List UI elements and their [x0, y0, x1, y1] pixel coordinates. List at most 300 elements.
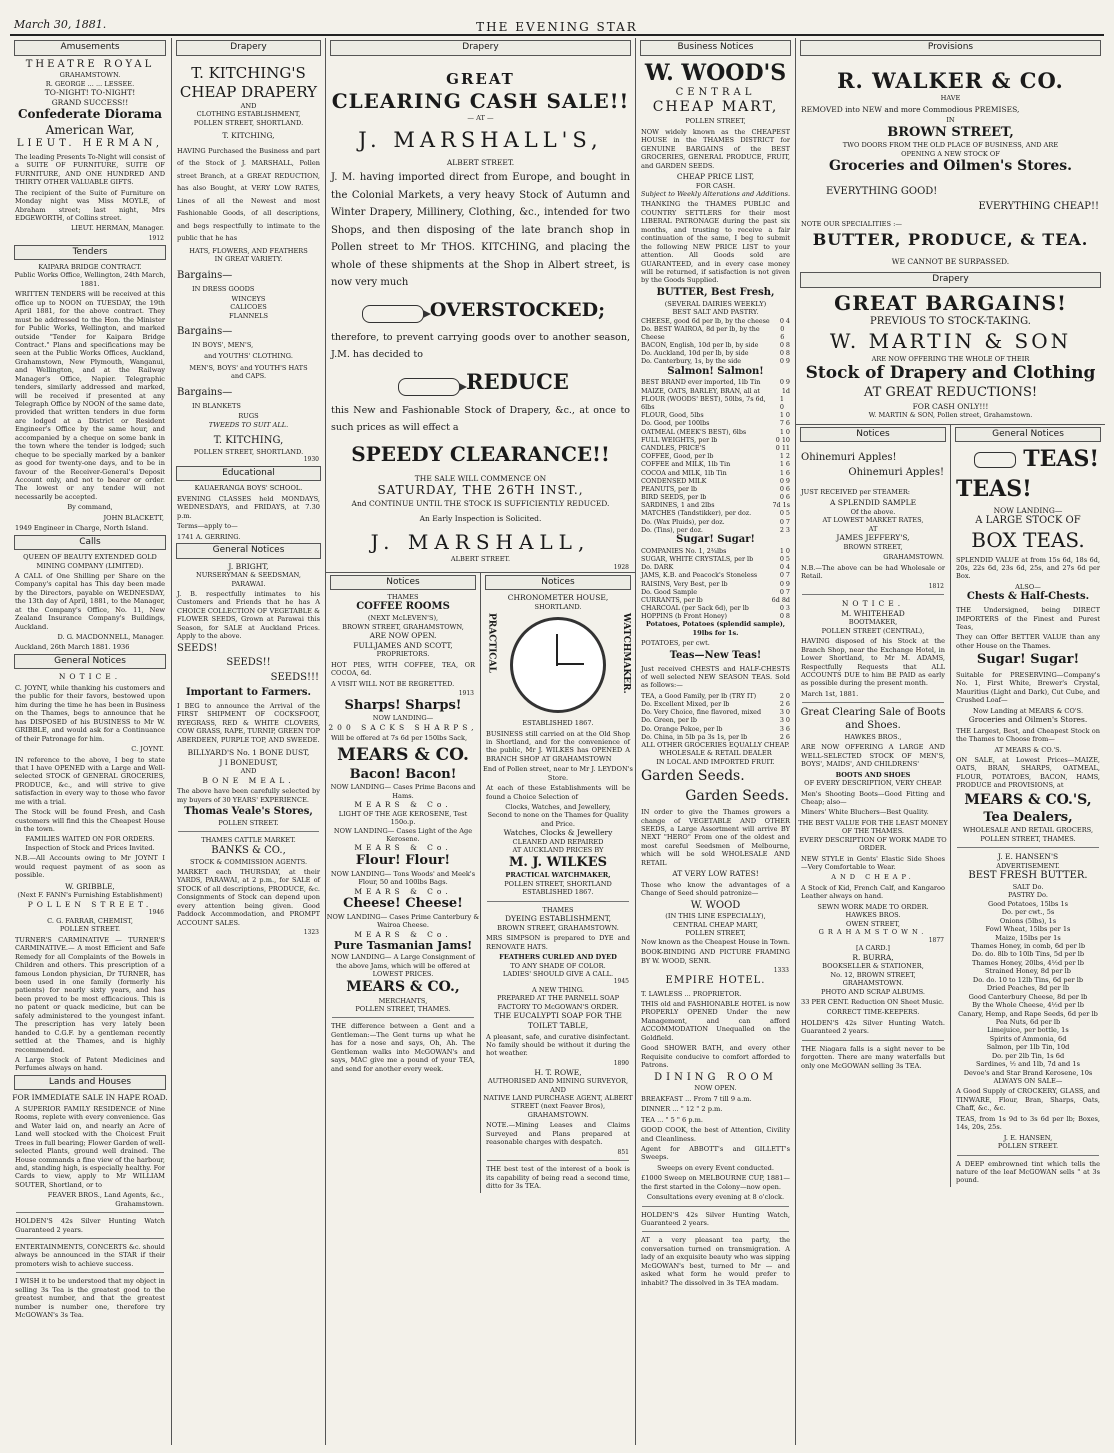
- price-value: 0 5: [779, 554, 790, 563]
- hansen-item: Maize, 15lbs per 1s: [995, 933, 1061, 942]
- issue-date: March 30, 1881.: [14, 18, 107, 31]
- hansen-item: Dried Peaches, 8d per lb: [986, 984, 1070, 993]
- whitehead-name: M. WHITEHEAD: [841, 608, 905, 618]
- feathers-line: FEATHERS CURLED AND DYED: [499, 953, 617, 962]
- price-row: [641, 501, 790, 509]
- great-heading: GREAT: [446, 69, 515, 88]
- farrar-heading: C. G. FARRAR, CHEMIST,: [47, 916, 133, 925]
- bright-text: J. B. respectfully intimates to his Customers and Friends that he has A CHOICE COLLECTION OF VEGETABLE & FLOWER SEEDS, Grown at Parawai this Season, for SALE at Auckland Prices. Apply to the above.: [177, 590, 320, 641]
- price-value: 2 3: [779, 525, 790, 534]
- theatre-town: GRAHAMSTOWN.: [59, 71, 121, 80]
- albert-street: ALBERT STREET.: [446, 157, 515, 167]
- ad-number: 1928: [613, 563, 629, 571]
- tea-price-list: [636, 692, 795, 741]
- hape-road: FOR IMMEDIATE SALE IN HAPE ROAD.: [12, 1093, 168, 1103]
- divider: [332, 1017, 474, 1018]
- practical-watchmaker: PRACTICAL WATCHMAKER,: [505, 871, 611, 880]
- price-value: 0 11: [775, 443, 790, 452]
- price-item: OATMEAL (MEEK'S BEST), 6lbs: [641, 427, 747, 436]
- speedy-clearance: SPEEDY CLEARANCE!!: [351, 442, 610, 467]
- price-row: [641, 325, 790, 341]
- general-notices-right: [951, 425, 1105, 1187]
- divider: [487, 901, 629, 902]
- divider: [957, 1155, 1099, 1156]
- price-value: 0 7: [779, 517, 790, 526]
- notices-left: [326, 573, 481, 1193]
- lowest-rates: AT LOWEST MARKET RATES,: [822, 516, 924, 525]
- butter-heading: BUTTER, Best Fresh,: [656, 286, 775, 298]
- mens-hats: MEN'S, BOYS' and YOUTH'S HATS: [189, 364, 308, 373]
- ad-number: 1913: [458, 690, 474, 698]
- pollen-central: POLLEN STREET (CENTRAL),: [821, 626, 925, 635]
- price-item: MAIZE, OATS, BARLEY, BRAN, all at: [641, 386, 760, 395]
- commence-line: THE SALE WILL COMMENCE ON: [414, 473, 547, 483]
- column-5: [795, 38, 1105, 1445]
- rowe-name: H. T. ROWE,: [534, 1067, 582, 1077]
- price-item: CANDLES, PRICE'S: [641, 443, 706, 452]
- kitching-title: T. KITCHING'S: [191, 63, 306, 82]
- splendid-sample: A SPLENDID SAMPLE: [829, 498, 917, 508]
- divider: [802, 702, 944, 703]
- hawkes-sig: HAWKES BROS.: [845, 911, 901, 920]
- wholesale-line: WHOLESALE & RETAIL DEALER: [659, 749, 772, 758]
- dyeing-establishment: DYEING ESTABLISHMENT,: [504, 914, 612, 924]
- price-list-3: [636, 547, 795, 621]
- next-mclevens: (NEXT McLEVEN'S),: [367, 614, 439, 623]
- marshall-heading: J. MARSHALL'S,: [358, 127, 603, 152]
- seeds-2: SEEDS!!: [226, 657, 271, 669]
- price-row: [641, 387, 790, 395]
- holden-watch: HOLDEN'S 42s Silver Hunting Watch. Guaranteed 2 years.: [801, 1018, 945, 1036]
- native-line: NATIVE LAND PURCHASE AGENT, ALBERT STREET (next Feaver Bros), GRAHAMSTOWN.: [483, 1094, 633, 1119]
- lawless-line: T. LAWLESS ... PROPRIETOR.: [641, 989, 742, 998]
- market-text: MARKET each THURSDAY, at their YARDS, PARAWAI, at 2 p.m., for SALE of STOCK of all descriptions, PRODUCE, &c. Consignments of Stock can depend upon every attention being given. Good Paddock Accommodation, and PROMPT ACCOUNT SALES.: [177, 868, 320, 927]
- light-text: LIGHT OF THE AGE KEROSENE, Test 150o.p.: [338, 809, 468, 827]
- price-value: 7d 1s: [772, 501, 790, 510]
- empire-hotel: EMPIRE HOTEL.: [665, 974, 766, 986]
- wholesale-line: WHOLESALE AND RETAIL GROCERS, POLLEN STREET, THAMES.: [962, 826, 1094, 843]
- every-description: OF EVERY DESCRIPTION, VERY CHEAP.: [804, 779, 942, 788]
- teas-text: Just received CHESTS and HALF-CHESTS of well selected NEW SEASON TEAS. Sold as follows:—: [641, 664, 790, 690]
- dinner-line: DINNER ... " 12 " 2 p.m.: [641, 1105, 723, 1114]
- central-cheap: CENTRAL CHEAP MART,: [672, 920, 759, 929]
- price-row: [641, 509, 790, 517]
- divider: [802, 594, 944, 595]
- marshall-signature: J. MARSHALL,: [370, 529, 591, 554]
- notices-split: [326, 572, 635, 1193]
- engineer-line: 1949 Engineer in Charge, North Island.: [15, 524, 149, 533]
- simpson-text: MRS SIMPSON is prepared to DYE and RENOVATE HATS.: [486, 934, 630, 951]
- bacon-text: NOW LANDING— Cases Prime Bacons and Hams.: [330, 783, 476, 800]
- entertainments: ENTERTAINMENTS, CONCERTS &c. should always be announced in the STAR if their promoters wish to achieve success.: [15, 1243, 165, 1268]
- price-item: SUGAR, WHITE CRYSTALS, per lb: [641, 554, 754, 563]
- price-value: 0 6: [779, 484, 790, 493]
- queen-of-beauty: QUEEN OF BEAUTY EXTENDED GOLD MINING COMPANY (LIMITED).: [23, 553, 157, 570]
- now-landing: NOW LANDING—: [372, 714, 434, 723]
- section-general-notices: General Notices: [14, 654, 166, 670]
- section-general-notices: General Notices: [955, 427, 1101, 443]
- turner-text: TURNER'S CARMINATIVE — TURNER'S CARMINATIVE.— A most Efficient and Safe Remedy for all Complaints of the Bowels in Children and others. This prescription of a famous London physician, Dr TURNER, has been used in one family (formerly his patients) for nearly sixty years, and has been proved to be most efficacious. This is no patent or quack medicine, but can be safely administered to the youngest infant. The prescription has very lately been handed to C.G.F. by a gentleman recently settled at the Thames, and is highly recommended.: [15, 935, 165, 1054]
- on-sale-text: ON SALE, at Lowest Prices—MAIZE, OATS, BRAN, SHARPS, OATMEAL, FLOUR, POTATOES, BACON, HAMS, PRODUCE and PROVISIONS, at: [956, 755, 1100, 790]
- blackett-signature: JOHN BLACKETT,: [103, 513, 164, 522]
- price-item: FLOUR, Good, 5lbs: [641, 411, 704, 420]
- price-item: SARDINES, 1 and 2lbs: [641, 501, 715, 510]
- divider: [178, 831, 319, 832]
- hawkes-name: HAWKES BROS.,: [844, 732, 902, 741]
- tea-note: THE difference between a Gent and a Gentleman:—The Gent turns up what he has for a nose and says, Oh, Ah. The Gentleman walks into McGOWAN's and says, MAC give me a pound of your TEA, and send for another every week.: [331, 1022, 475, 1073]
- price-item: Do. Orange Pekoe, per lb: [641, 724, 723, 733]
- pollen-street: POLLEN STREET.: [27, 899, 153, 909]
- chests-heading: Chests & Half-Chests.: [966, 591, 1090, 603]
- and-word: AND: [240, 101, 257, 110]
- divider: [16, 1212, 164, 1213]
- hot-pies: HOT PIES, WITH COFFEE, TEA, OR COCOA, 6d.: [331, 660, 475, 678]
- price-value: 3 0: [779, 708, 790, 717]
- cup-line: £1000 Sweep on MELBOURNE CUP, 1881—the first started in the Colony—now open.: [641, 1174, 790, 1191]
- end-pollen: End of Pollen street, near to Mr J. LEYDON's Store.: [483, 765, 633, 782]
- joynt-signature: C. JOYNT.: [131, 745, 164, 754]
- seeds-1: SEEDS!: [177, 642, 218, 654]
- price-value: 1 0: [779, 411, 790, 420]
- pollen-street: POLLEN STREET.: [218, 818, 279, 827]
- mining-note: NOTE.—Mining Leases and Claims Surveyed and Plans prepared at reasonable charges with despatch.: [486, 1121, 630, 1147]
- hansen-item: Salmon, per 1lb Tin, 10d: [986, 1043, 1070, 1052]
- farrar-street: POLLEN STREET.: [59, 925, 121, 934]
- price-value: 0 3: [779, 604, 790, 613]
- tea-party: AT a very pleasant tea party, the conversation turned on transmigration. A lady of an exquisite beauty who was sipping McGOWAN's best, turned to Mr — and asked what form he would prefer to inhabit? The dissolved in 3s TEA madam.: [641, 1236, 790, 1287]
- a-card: [A CARD.]: [856, 944, 890, 953]
- sugar-heading: Sugar! Sugar!: [676, 534, 755, 545]
- hansen-item: Do. do. 10 to 12lb Tins, 6d per lb: [972, 975, 1084, 984]
- price-item: Do. Canterbury, 1s, by the side: [641, 357, 742, 366]
- kaipara-heading: KAIPARA BRIDGE CONTRACT.: [38, 263, 142, 272]
- reduction-line: 33 PER CENT. Reduction ON Sheet Music.: [801, 997, 945, 1006]
- tea-line: TEA ... " 5 " 6 p.m.: [641, 1115, 703, 1124]
- header-rule: [10, 34, 1104, 36]
- price-row: [641, 341, 790, 349]
- price-item: COMPANIES No. 1, 2¾lbs: [641, 546, 727, 555]
- turner-stock: A Large Stock of Patent Medicines and Perfumes always on hand.: [15, 1055, 165, 1073]
- hansen-item: Canary, Hemp, and Rape Seeds, 6d per lb: [958, 1009, 1098, 1018]
- price-item: Do. Green, per lb: [641, 716, 697, 725]
- notices-right: [481, 573, 635, 1193]
- price-list-1: [636, 317, 795, 366]
- ad-number: 1946: [148, 909, 164, 917]
- large-stock: A LARGE STOCK OF: [975, 515, 1081, 527]
- hansen-item: Good Canterbury Cheese, 8d per lb: [968, 992, 1088, 1001]
- price-item: Do. Very Choice, fine flavored, mixed: [641, 708, 762, 717]
- watchmaker-vertical: WATCHMAKER.: [621, 612, 631, 694]
- hansen-item: By the Whole Cheese, 4½d per lb: [972, 1001, 1084, 1010]
- gerring: 1741 A. GERRING.: [177, 532, 241, 541]
- price-value: 0 4: [779, 316, 790, 325]
- calls-text: A CALL of One Shilling per Share on the Company's capital has This day been made by the Directors, payable on WEDNESDAY, the 13th day of April, 1881, to the Manager, at the Company's Office, No. 11, New Zealand Insurance Company's Buildings, Auckland.: [15, 571, 165, 631]
- price-item: PEANUTS, per lb: [641, 484, 698, 493]
- now-open: ARE NOW OPEN.: [369, 631, 437, 641]
- flannels: FLANNELS: [229, 311, 268, 320]
- caps: and CAPS.: [230, 372, 267, 381]
- price-item: COCOA and MILK, 1lb Tin: [641, 468, 727, 477]
- price-item: BACON, English, 10d per lb, by side: [641, 341, 759, 350]
- section-tenders: Tenders: [14, 245, 166, 261]
- price-row: [641, 547, 790, 555]
- at-mears: AT MEARS & CO.'S.: [994, 745, 1062, 754]
- price-value: 0 9: [779, 476, 790, 485]
- pollen-thames: POLLEN STREET, THAMES.: [355, 1004, 451, 1013]
- brown-street: BROWN STREET, GRAHAMSTOWN,: [342, 622, 464, 631]
- therefore-text: therefore, to prevent carrying goods over to another season, J.M. has decided to: [331, 331, 630, 360]
- fulljames-scott: FULLJAMES AND SCOTT,: [353, 640, 453, 650]
- section-drapery: Drapery: [176, 40, 321, 56]
- price-item: HOPPINS (b Front Honey): [641, 612, 728, 621]
- section-notices: Notices: [485, 575, 631, 591]
- auckland-prices: AT AUCKLAND PRICES BY: [512, 846, 604, 855]
- removed-line: REMOVED into NEW and more Commodious PREMISES,: [801, 104, 1020, 114]
- price-row: [641, 571, 790, 579]
- always-on-sale: ALWAYS ON SALE—: [993, 1077, 1063, 1086]
- price-row: [641, 612, 790, 620]
- watches-line: Watches, Clocks & Jewellery: [503, 828, 613, 838]
- nb-line: N.B.—The above can be had Wholesale or Retail.: [801, 563, 945, 581]
- suite-text: The leading Presents To-Night will consist of a SUITE OF FURNITURE, SUITE OF FURNITURE, AND ONE HUNDRED AND THIRTY OTHER VALUABLE GIFTS.: [15, 152, 165, 187]
- youths-clothing: and YOUTHS' CLOTHING.: [204, 351, 293, 360]
- tweeds: TWEEDS TO SUIT ALL.: [208, 420, 289, 429]
- price-row: [641, 555, 790, 563]
- price-list-heading: CHEAP PRICE LIST,: [676, 172, 755, 181]
- price-row: [641, 596, 790, 604]
- divider: [802, 1040, 944, 1041]
- price-item: CHARCOAL (per Sack 6d), per lb: [641, 604, 749, 613]
- hansen-item: Do. per 2lb Tin, 1s 6d: [991, 1051, 1065, 1060]
- this-new-text: this New and Fashionable Stock of Drapery, &c., at once to such prices as will effect a: [331, 404, 630, 433]
- cleaned-line: CLEANED AND REPAIRED: [512, 837, 604, 846]
- price-value: 0 8: [779, 612, 790, 621]
- lands-text: A SUPERIOR FAMILY RESIDENCE of Nine Rooms, replete with every convenience. Gas and Water laid on, and nearly an Acre of Land well stocked with the Choicest Fruit Trees in full bearing; Flower Garden of well-selected Plants, ground well drained. The House commands a fine view of the harbour, and, standing high, is especially healthy. For Cards to view, apply to Mr WILLIAM SOUTER, Shortland, or to: [15, 1104, 165, 1189]
- macdonnell-signature: D. G. MACDONNELL, Manager.: [57, 633, 164, 642]
- divider: [16, 1272, 164, 1273]
- parawai: PARAWAI.: [231, 579, 266, 588]
- for-cash-only: FOR CASH ONLY!!!: [912, 401, 989, 411]
- holden-watch: HOLDEN'S 42s Silver Hunting Watch Guaranteed 2 years.: [15, 1217, 165, 1234]
- price-row: [641, 460, 790, 468]
- ohinemuri-1: Ohinemuri Apples!: [801, 452, 897, 464]
- price-row: [641, 518, 790, 526]
- terms: Terms—apply to—: [177, 522, 238, 531]
- price-row: [641, 357, 790, 365]
- bargains-heading: Bargains—: [177, 386, 233, 398]
- by-command: By command,: [67, 503, 113, 512]
- price-value: 1 0: [779, 546, 790, 555]
- miners-bluchers: Miners' White Bluchers—Best Quality.: [801, 808, 929, 817]
- reduce: REDUCE: [466, 368, 569, 394]
- tonight-banner: TO-NIGHT! TO-NIGHT!: [44, 88, 136, 98]
- hansen-item: Thames Honey, in comb, 6d per lb: [970, 942, 1086, 951]
- notices-left: [796, 425, 951, 1187]
- offer-text: They can Offer BETTER VALUE than any other House on the Thames.: [956, 633, 1100, 650]
- prepared-line: PREPARED AT THE PARNELL SOAP FACTORY TO McGOWAN'S ORDER.: [496, 994, 620, 1011]
- nb-line: N.B.—All Accounts owing to Mr JOYNT I would request payment of as soon as possible.: [15, 854, 165, 880]
- no12-brown: No. 12, BROWN STREET,: [830, 970, 916, 979]
- hansen-item: Good Potatoes, 15lbs 1s: [987, 899, 1069, 908]
- best-fresh-butter: BEST FRESH BUTTER.: [968, 870, 1088, 882]
- kauaeranga-school: KAUAERANGA BOYS' SCHOOL.: [194, 484, 303, 493]
- price-item: BEST BRAND ever imported, 1lb Tin: [641, 378, 761, 387]
- column-2: [171, 38, 325, 1445]
- price-row: [641, 526, 790, 534]
- divider: [642, 1231, 789, 1232]
- established-2: ESTABLISHED 1867.: [522, 888, 594, 897]
- great-bargains: GREAT BARGAINS!: [834, 290, 1067, 315]
- price-value: 0 6: [780, 324, 785, 341]
- price-item: CHEESE, good 6d per lb, by the cheese: [641, 316, 770, 325]
- price-value: 2 0: [779, 691, 790, 700]
- bookseller: BOOKSELLER & STATIONER,: [822, 962, 924, 971]
- price-row: [641, 428, 790, 436]
- section-notices: Notices: [800, 427, 946, 443]
- garden-text: IN order to give the Thames growers a change of VEGETABLE AND OTHER SEEDS, a Large Assortment will arrive BY NEXT "HERO" From one of the oldest and most careful Seedsmen of Melbourne, which will be sold WHOLESALE AND RETAIL: [641, 808, 790, 867]
- selected-text: The above have been carefully selected by my buyers of 30 YEARS' EXPERIENCE.: [177, 787, 320, 804]
- hansen-item: Fowl Wheat, 15lbs per 1s: [985, 925, 1071, 934]
- winceys: WINCEYS: [231, 295, 266, 304]
- clearing-cash-sale: CLEARING CASH SALE!!: [331, 88, 630, 113]
- and-word: AND: [240, 767, 257, 776]
- landing-mears: Now Landing at MEARS & CO'S.: [972, 706, 1084, 715]
- wood-heading: W. WOOD'S: [644, 59, 787, 86]
- mears-sig: MEARS & Co.: [354, 843, 452, 853]
- price-value: 0 7: [779, 571, 790, 580]
- price-value: 0 5: [779, 509, 790, 518]
- mears-co: MEARS & CO.,: [346, 978, 460, 995]
- brown-street: BROWN STREET,: [843, 542, 903, 551]
- holden-watch: HOLDEN'S 42s Silver Hunting Watch, Guaranteed 2 years.: [641, 1210, 790, 1227]
- ladies-line: LADIES' SHOULD GIVE A CALL.: [502, 969, 614, 978]
- mears-sig: MEARS & Co.: [354, 929, 452, 939]
- albert-street-2: ALBERT STREET.: [450, 555, 511, 564]
- calicoes: CALICOES: [230, 303, 267, 312]
- at-word: — AT —: [467, 114, 494, 123]
- now-known-2: Now known as the Cheapest House in Town.: [640, 937, 790, 946]
- shower-text: Good SHOWER BATH, and every other Requisite conducive to comfort afforded to Patrons.: [641, 1044, 790, 1070]
- jams-heading: Pure Tasmanian Jams!: [333, 939, 473, 953]
- are-now-text: ARE NOW OFFERING A LARGE AND WELL-SELECTED STOCK OF MEN'S, BOYS', MAIDS', AND CHILDRENS': [801, 743, 945, 769]
- splendid-value: SPLENDID VALUE at from 15s 6d, 18s 6d, 20s, 22s 6d, 23s 6d, 25s, and 27s 6d per Box.: [956, 555, 1100, 581]
- gribble-name: W. GRIBBLE,: [65, 881, 115, 891]
- established: ESTABLISHED 1867.: [522, 719, 594, 728]
- nurseryman: NURSERYMAN & SEEDSMAN,: [196, 571, 301, 580]
- salt-line: BEST SALT AND PASTRY.: [672, 308, 759, 317]
- price-item: JAMS, K.B. and Peacock's Stoneless: [641, 571, 758, 580]
- tk-name-2: T. KITCHING,: [213, 435, 284, 446]
- two-doors: TWO DOORS FROM THE OLD PLACE OF BUSINESS, AND ARE: [842, 141, 1059, 150]
- dyeing-thames: THAMES: [542, 905, 574, 914]
- hansen-item: Thames Honey, 20lbs, 4½d per lb: [971, 958, 1085, 967]
- sweeps-line: Sweeps on every Event conducted.: [657, 1163, 774, 1172]
- each-line: At each of these Establishments will be found a Choice Selection of: [486, 784, 630, 801]
- bargains-heading: Bargains—: [177, 326, 233, 338]
- column-1: [10, 38, 170, 1445]
- w-wood: W. WOOD: [690, 899, 741, 911]
- owen-street: OWEN STREET,: [846, 919, 900, 928]
- early-inspection: An Early Inspection is Solicited.: [419, 514, 542, 524]
- families-line: FAMILIES WAITED ON FOR ORDERS.: [25, 835, 155, 844]
- hansen-item: Onions (5lbs), 1s: [999, 916, 1057, 925]
- agent-line: Agent for ABBOTT's and GILLETT's Sweeps.: [641, 1144, 790, 1162]
- just-received: JUST RECEIVED per STEAMER:: [801, 487, 911, 496]
- price-value: 1 2: [779, 452, 790, 461]
- price-row: [641, 469, 790, 477]
- groceries-oilmen: Groceries and Oilmen's Stores.: [968, 715, 1088, 725]
- price-row: [641, 725, 790, 733]
- theatre-title: THEATRE ROYAL: [25, 58, 155, 70]
- hansen-item: Sardines, ½ and 1lb, 7d and 1s: [976, 1060, 1080, 1069]
- price-row: [641, 733, 790, 741]
- pollen-shortland: POLLEN STREET, SHORTLAND.: [193, 118, 304, 127]
- price-row: [641, 349, 790, 357]
- seeds-3: SEEDS!!!: [270, 672, 319, 684]
- hats-line: HATS, FLOWERS, AND FEATHERS: [189, 246, 308, 255]
- have-word: HAVE: [940, 94, 961, 103]
- price-item: Do. (Tins), per doz.: [641, 525, 703, 534]
- new-thing: A NEW THING.: [532, 986, 584, 995]
- tk-name: T. KITCHING,: [222, 131, 275, 141]
- good-supply: A Good Supply of CROCKERY, GLASS, and TINWARE, Flour, Bran, Sharps, Oats, Chaff, &c., &c.: [956, 1087, 1100, 1113]
- price-item: CURRANTS, per lb: [641, 595, 703, 604]
- thames-word: THAMES: [387, 593, 419, 602]
- theatre-lessee: R. GEORGE ... ... LESSEE.: [45, 79, 135, 88]
- hansen-item: Limejuice, per bottle, 1s: [987, 1026, 1069, 1035]
- feaver-signature: FEAVER BROS., Land Agents, &c., Grahamstown.: [47, 1191, 164, 1208]
- dress-goods: IN DRESS GOODS: [192, 284, 255, 293]
- in-word: IN: [946, 116, 955, 125]
- mcgowan-note: I WISH it to be understood that my object in selling 3s Tea is the greatest good to the greatest number, and that the greatest number is number one, therefore try McGOWAN's 3s Tea.: [15, 1277, 165, 1320]
- pwo-line: Public Works Office, Wellington, 24th March, 1881.: [14, 271, 166, 288]
- price-row: [641, 708, 790, 716]
- walker-heading: R. WALKER & CO.: [837, 67, 1064, 93]
- martin-heading: W. MARTIN & SON: [829, 329, 1072, 354]
- shades-line: TO ANY SHADE OF COLOR.: [510, 961, 606, 970]
- section-drapery: Drapery: [800, 272, 1101, 288]
- lieut-herman: LIEUT. HERMAN,: [16, 138, 164, 150]
- price-row: [641, 692, 790, 700]
- price-value: 1 0: [779, 394, 784, 411]
- best-value: THE BEST VALUE FOR THE LEAST MONEY OF THE THAMES.: [798, 818, 948, 836]
- pollen-street: POLLEN STREET.: [997, 1142, 1059, 1151]
- price-value: 2 6: [779, 732, 790, 741]
- at-word: AT: [868, 524, 878, 533]
- price-row: [641, 716, 790, 724]
- section-general-notices: General Notices: [176, 543, 321, 559]
- price-row: [641, 378, 790, 386]
- price-row: [641, 411, 790, 419]
- price-row: [641, 444, 790, 452]
- ohinemuri-2: Ohinemuri Apples!: [848, 467, 944, 479]
- continue-line: And CONTINUE UNTIL THE STOCK IS SUFFICIENTLY REDUCED.: [351, 498, 610, 508]
- price-value: 1 6: [779, 468, 790, 477]
- ad-number: 851: [617, 1148, 629, 1156]
- divider: [487, 1160, 629, 1161]
- opening-line: OPENING A NEW STOCK OF: [901, 149, 1000, 158]
- pollen-street-2: POLLEN STREET,: [685, 929, 746, 938]
- notice-heading: NOTICE.: [841, 599, 905, 609]
- photo-albums: PHOTO AND SCRAP ALBUMS.: [821, 987, 925, 996]
- lower-split: [796, 424, 1105, 1187]
- clocks-line: Clocks, Watches, and Jewellery,: [505, 803, 611, 811]
- column-4: [635, 38, 795, 1445]
- clothing-establishment: CLOTHING ESTABLISHMENT,: [196, 110, 301, 119]
- banks-co: BANKS & CO.,: [211, 844, 286, 856]
- undersigned-text: THE Undersigned, being DIRECT IMPORTERS of the Finest and Purest Teas,: [956, 606, 1100, 631]
- pointing-hand-icon: [974, 452, 1016, 468]
